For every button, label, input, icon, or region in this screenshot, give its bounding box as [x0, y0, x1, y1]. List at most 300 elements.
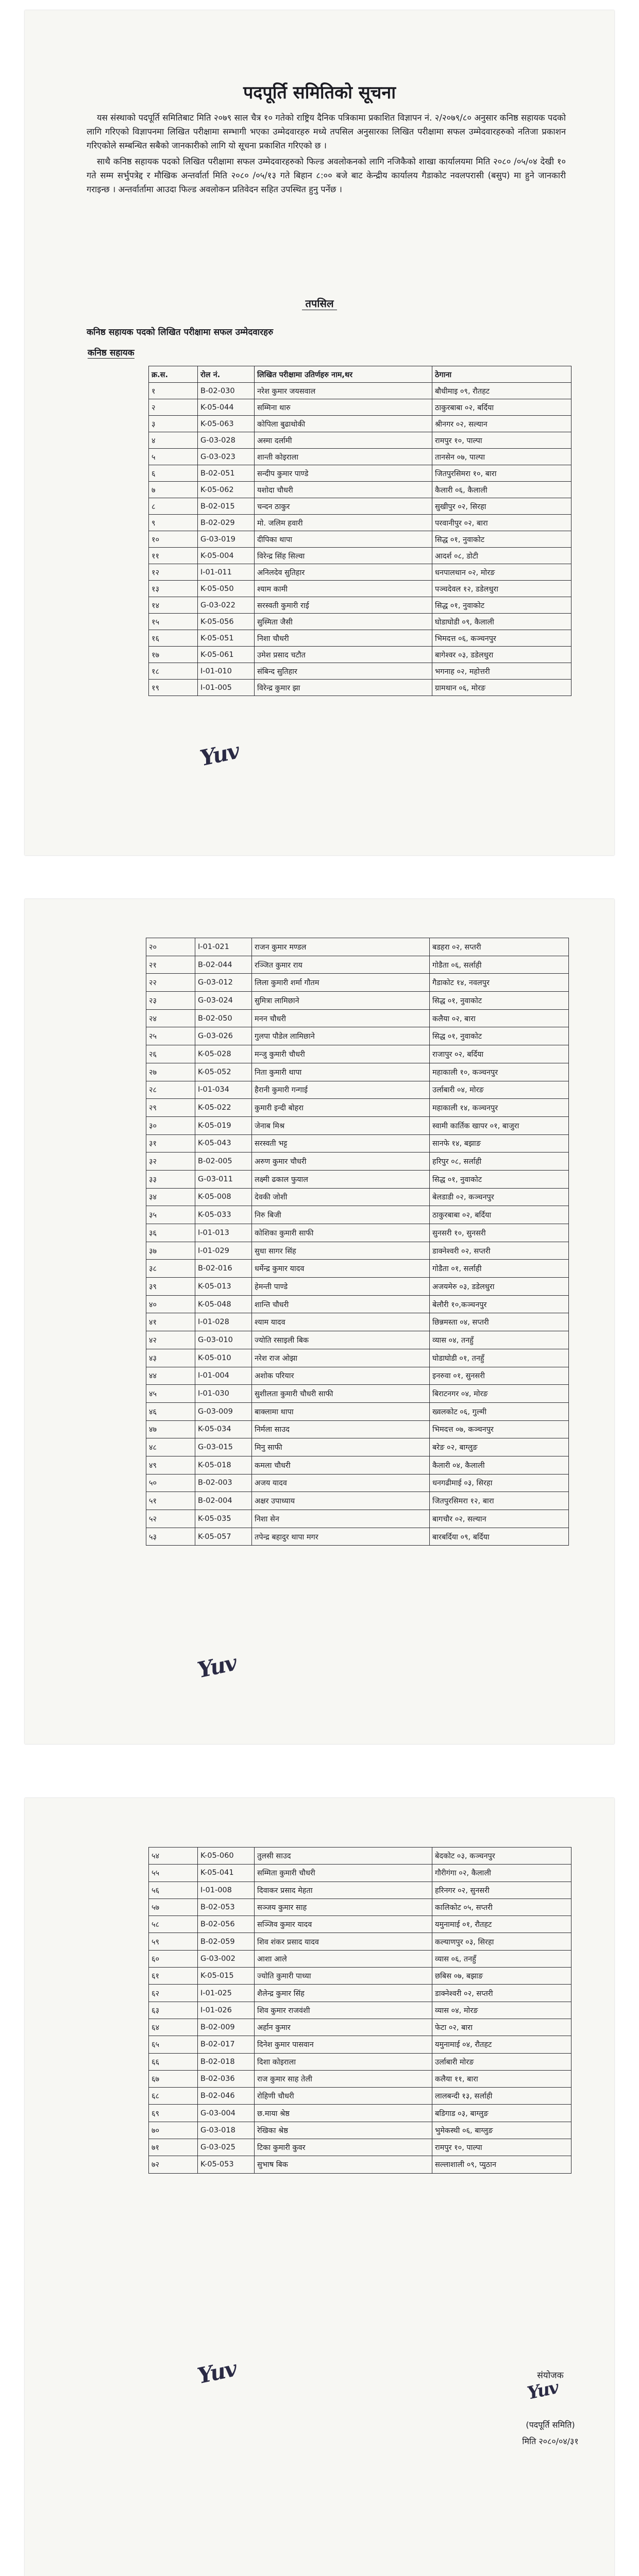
table-row: [149, 630, 571, 647]
table-row: [149, 1865, 571, 1882]
cell-serial: ३७: [146, 1242, 195, 1260]
cell-roll: I-01-026: [198, 2002, 255, 2019]
notice-paragraph-2: साथै कनिष्ठ सहायक पदको लिखित परीक्षामा सफल उम्मेदवारहरुको फिल्ड अवलोकनको लागि नजिकैको शाखा कार्यालयमा मिति २०८० /०५/०४ देखी १० गते सम्म सर्भुपत्रेद्द र मौखिक अन्तर्वार्ता मिति २०८० /०५/१३ गते बिहान ८:०० बजे बाट केन्द्रीय कार्यालय गैडाकोट नवलपरासी (बसुप) मा हुने जानकारी गराइन्छ । अन्तर्वार्तामा आउदा फिल्ड अवलोकन प्रतिवेदन सहित उपस्थित हुनु पर्नेछ ।: [87, 157, 566, 194]
cell-roll: K-05-033: [195, 1206, 252, 1224]
cell-name: श्याम यादव: [252, 1313, 430, 1331]
table-row: [149, 2002, 571, 2019]
cell-address: परवानीपुर ०२, बारा: [432, 515, 571, 531]
table-row: [146, 1402, 569, 1420]
cell-address: बिराटनगर ०४, मोरङ: [430, 1385, 569, 1403]
cell-serial: ५४: [149, 1848, 198, 1865]
cell-roll: K-05-043: [195, 1134, 252, 1153]
cell-name: ज्योति कुमारी पाध्या: [255, 1968, 432, 1985]
cell-address: राजापुर ०२, बर्दिया: [430, 1045, 569, 1063]
table-row: [146, 1385, 569, 1403]
cell-name: दीपिका थापा: [255, 531, 432, 548]
cell-roll: I-01-028: [195, 1313, 252, 1331]
table-row: [146, 956, 569, 974]
table-row: [146, 1009, 569, 1027]
cell-name: ज्योति रसाइली बिक: [252, 1331, 430, 1349]
table-row: [146, 1134, 569, 1153]
cell-address: सुनसरी १०, सुनसरी: [430, 1224, 569, 1242]
cell-serial: ३९: [146, 1278, 195, 1296]
table-row: [146, 1474, 569, 1492]
cell-roll: B-02-018: [198, 2053, 255, 2070]
cell-roll: B-02-036: [198, 2070, 255, 2087]
cell-name: श्याम कामी: [255, 581, 432, 597]
table-row: [149, 531, 571, 548]
table-row: [149, 482, 571, 498]
cell-serial: ५९: [149, 1933, 198, 1950]
table-row: [149, 1950, 571, 1967]
cell-address: डाक्नेश्वरी ०२, सप्तरी: [430, 1242, 569, 1260]
cell-address: यमुनामाई ०१, रौतहट: [432, 1916, 571, 1933]
table-row: [146, 1456, 569, 1474]
cell-serial: ४७: [146, 1420, 195, 1438]
cell-address: कैलारी ०६, कैलाली: [432, 482, 571, 498]
cell-roll: G-03-025: [198, 2139, 255, 2156]
cell-serial: ७१: [149, 2139, 198, 2156]
cell-address: बेलौरी १०,कञ्चनपुर: [430, 1295, 569, 1313]
cell-serial: २८: [146, 1081, 195, 1099]
table-row: [149, 465, 571, 482]
cell-name: राज कुमार साह तेली: [255, 2070, 432, 2087]
cell-name: कमला चौधरी: [252, 1456, 430, 1474]
cell-address: छिन्नमस्ता ०४, सप्तरी: [430, 1313, 569, 1331]
cell-address: कल्याणपुर ०३, सिरहा: [432, 1933, 571, 1950]
cell-serial: ३८: [146, 1260, 195, 1278]
cell-serial: ५: [149, 449, 198, 465]
cell-roll: K-05-052: [195, 1063, 252, 1081]
cell-address: गोडैता ०१, सर्लाही: [430, 1260, 569, 1278]
table-row: [149, 2105, 571, 2122]
cell-serial: ४२: [146, 1331, 195, 1349]
cell-serial: ६४: [149, 2019, 198, 2036]
cell-roll: B-02-029: [198, 515, 255, 531]
cell-roll: I-01-004: [195, 1367, 252, 1385]
cell-name: निशा चौधरी: [255, 630, 432, 647]
cell-serial: ६९: [149, 2105, 198, 2122]
cell-name: अशोक परियार: [252, 1367, 430, 1385]
cell-name: सुमित्रा लामिछाने: [252, 992, 430, 1010]
cell-serial: ७०: [149, 2122, 198, 2139]
cell-serial: ३६: [146, 1224, 195, 1242]
cell-serial: ४१: [146, 1313, 195, 1331]
cell-serial: १: [149, 383, 198, 399]
table-row: [149, 1899, 571, 1916]
cell-serial: ४६: [146, 1402, 195, 1420]
table-row: [146, 992, 569, 1010]
cell-name: अरुण कुमार चौधरी: [252, 1153, 430, 1171]
cell-serial: २४: [146, 1009, 195, 1027]
cell-serial: २५: [146, 1027, 195, 1045]
cell-name: दिनेश कुमार पासवान: [255, 2036, 432, 2053]
cell-address: स्वामी कार्तिक खापर ०१, बाजुरा: [430, 1116, 569, 1134]
cell-serial: ११: [149, 548, 198, 564]
cell-address: श्रीनगर ०२, सल्यान: [432, 416, 571, 432]
cell-serial: ६८: [149, 2088, 198, 2105]
cell-roll: I-01-008: [198, 1882, 255, 1899]
cell-name: लिला कुमारी शर्मा गौतम: [252, 974, 430, 992]
table-row: [146, 1170, 569, 1188]
table-row: [146, 1420, 569, 1438]
cell-address: बेदकोट ०३, कञ्चनपुर: [432, 1848, 571, 1865]
cell-serial: ८: [149, 498, 198, 515]
cell-roll: G-03-026: [195, 1027, 252, 1045]
table-row: [146, 1438, 569, 1456]
cell-address: सिद्ध ०१, नुवाकोट: [430, 992, 569, 1010]
cell-serial: ७२: [149, 2156, 198, 2173]
cell-address: कालिकोट ०५, सप्तरी: [432, 1899, 571, 1916]
cell-name: सरस्वती कुमारी राई: [255, 597, 432, 614]
table-row: [149, 2122, 571, 2139]
cell-serial: ५१: [146, 1492, 195, 1510]
table-row: [149, 1848, 571, 1865]
table-row: [146, 1063, 569, 1081]
table-row: [146, 1260, 569, 1278]
cell-name: कोपिला बुढाथोकी: [255, 416, 432, 432]
cell-address: डाक्नेश्वरी ०२, सप्तरी: [432, 1985, 571, 2002]
cell-serial: ६३: [149, 2002, 198, 2019]
cell-serial: ४९: [146, 1456, 195, 1474]
cell-name: तुलसी साउद: [255, 1848, 432, 1865]
cell-address: कैलारी ०४, कैलाली: [430, 1456, 569, 1474]
cell-address: गोडैता ०६, सर्लाही: [430, 956, 569, 974]
cell-address: भिमदत्त ०६, कञ्चनपुर: [432, 630, 571, 647]
cell-name: सन्दीप कुमार पाण्डे: [255, 465, 432, 482]
table-row: [149, 416, 571, 432]
table-row: [149, 663, 571, 680]
table-row: [146, 1295, 569, 1313]
cell-roll: I-01-034: [195, 1081, 252, 1099]
cell-serial: ४०: [146, 1295, 195, 1313]
results-table-page-2: [146, 938, 569, 1546]
cell-address: बरेङ ०२, बाग्लुङ: [430, 1438, 569, 1456]
cell-serial: ३: [149, 416, 198, 432]
cell-roll: K-05-062: [198, 482, 255, 498]
cell-serial: ५३: [146, 1528, 195, 1546]
cell-name: शैलेन्द्र कुमार सिंह: [255, 1985, 432, 2002]
cell-roll: K-05-061: [198, 647, 255, 663]
table-row: [146, 1153, 569, 1171]
header-address: ठेगाना: [432, 366, 571, 383]
cell-roll: G-03-004: [198, 2105, 255, 2122]
cell-roll: B-02-004: [195, 1492, 252, 1510]
table-row: [146, 1081, 569, 1099]
cell-name: मन्जु कुमारी चौधरी: [252, 1045, 430, 1063]
cell-serial: ६६: [149, 2053, 198, 2070]
notice-paragraph-1: यस संस्थाको पदपूर्ति समितिबाट मिति २०७९ साल चैत्र १० गतेको राष्ट्रिय दैनिक पत्रिकामा प्रकाशित विज्ञापन नं. २/२०७९/८० अनुसार कनिष्ठ सहायक पदको लागि गरिएको विज्ञापनमा लिखित परीक्षामा सम्भागी भएका उम्मेदवारहरु मध्ये तपसिल अनुसारका लिखित परीक्षामा सफल उम्मेदवारहरुको नतिजा प्रकाशन गरिएकोले सम्बन्धित सबैको जानकारीको लागि यो सूचना प्रकाशित गरिएको छ ।: [87, 113, 566, 150]
cell-address: हरिपुर ०८, सर्लाही: [430, 1153, 569, 1171]
cell-roll: G-03-023: [198, 449, 255, 465]
cell-serial: ३५: [146, 1206, 195, 1224]
cell-roll: K-05-028: [195, 1045, 252, 1063]
cell-roll: K-05-022: [195, 1099, 252, 1117]
cell-name: रोहिणी चौधरी: [255, 2088, 432, 2105]
cell-name: कोशिका कुमारी साफी: [252, 1224, 430, 1242]
cell-address: घोडाघोडी ०९, कैलाली: [432, 614, 571, 630]
cell-address: पञ्चदेवल १२, डडेलधुरा: [432, 581, 571, 597]
committee-label: (पदपूर्ति समिति): [526, 2420, 575, 2430]
cell-name: सम्मिना थारु: [255, 399, 432, 416]
cell-serial: ५०: [146, 1474, 195, 1492]
cell-serial: २०: [146, 938, 195, 956]
table-row: [149, 2053, 571, 2070]
table-row: [149, 2070, 571, 2087]
cell-roll: B-02-016: [195, 1260, 252, 1278]
cell-serial: २६: [146, 1045, 195, 1063]
cell-address: आदर्श ०८, डोटी: [432, 548, 571, 564]
table-row: [149, 680, 571, 696]
cell-address: कलैया ०२, बारा: [430, 1009, 569, 1027]
table-row: [146, 1367, 569, 1385]
cell-roll: I-01-030: [195, 1385, 252, 1403]
table-row: [149, 449, 571, 465]
cell-roll: G-03-018: [198, 2122, 255, 2139]
cell-name: निता कुमारी थापा: [252, 1063, 430, 1081]
table-row: [146, 1045, 569, 1063]
table-row: [146, 1510, 569, 1528]
cell-name: जेनाब मिश्र: [252, 1116, 430, 1134]
cell-name: हेमन्ती पाण्डे: [252, 1278, 430, 1296]
cell-serial: ६५: [149, 2036, 198, 2053]
cell-roll: K-05-057: [195, 1528, 252, 1546]
cell-address: अजयमेरु ०३, डडेलधुरा: [430, 1278, 569, 1296]
cell-address: सिद्ध ०१, नुवाकोट: [432, 597, 571, 614]
cell-roll: G-03-011: [195, 1170, 252, 1188]
cell-serial: २३: [146, 992, 195, 1010]
cell-serial: १५: [149, 614, 198, 630]
cell-roll: G-03-012: [195, 974, 252, 992]
cell-name: दिवाकर प्रसाद मेहता: [255, 1882, 432, 1899]
cell-address: सानफे १४, बझाङ: [430, 1134, 569, 1153]
cell-address: सिद्ध ०१, नुवाकोट: [430, 1170, 569, 1188]
cell-name: रेखिका श्रेष्ठ: [255, 2122, 432, 2139]
cell-serial: १३: [149, 581, 198, 597]
cell-serial: १०: [149, 531, 198, 548]
cell-roll: G-03-024: [195, 992, 252, 1010]
cell-roll: B-02-046: [198, 2088, 255, 2105]
cell-name: राजन कुमार मण्डल: [252, 938, 430, 956]
header-roll: रोल नं.: [198, 366, 255, 383]
cell-serial: ४३: [146, 1349, 195, 1367]
cell-serial: ६०: [149, 1950, 198, 1967]
notice-date: मिति २०८०/०४/३१: [522, 2436, 579, 2446]
table-row: [149, 515, 571, 531]
cell-name: सञ्जिव कुमार यादव: [255, 1916, 432, 1933]
results-table-page-3: [148, 1847, 571, 2174]
convener-label: संयोजक: [537, 2370, 564, 2381]
cell-address: हरिनगर ०२, सुनसरी: [432, 1882, 571, 1899]
table-row: [146, 1331, 569, 1349]
cell-name: निशा सेन: [252, 1510, 430, 1528]
cell-address: ग्रामथान ०६, मोरङ: [432, 680, 571, 696]
cell-name: मिनु साफी: [252, 1438, 430, 1456]
cell-roll: G-03-002: [198, 1950, 255, 1967]
cell-address: रामपुर १०, पाल्पा: [432, 2139, 571, 2156]
cell-roll: B-02-059: [198, 1933, 255, 1950]
cell-roll: K-05-018: [195, 1456, 252, 1474]
cell-name: धर्मेन्द्र कुमार यादव: [252, 1260, 430, 1278]
cell-roll: K-05-019: [195, 1116, 252, 1134]
table-row: [146, 974, 569, 992]
cell-serial: ४५: [146, 1385, 195, 1403]
cell-name: सरस्वती भट्ट: [252, 1134, 430, 1153]
cell-roll: K-05-015: [198, 1968, 255, 1985]
cell-name: रञ्जित कुमार राय: [252, 956, 430, 974]
cell-roll: I-01-029: [195, 1242, 252, 1260]
cell-address: सिद्ध ०१, नुवाकोट: [432, 531, 571, 548]
table-row: [149, 2088, 571, 2105]
table-row: [149, 1916, 571, 1933]
header-serial: क्र.स.: [149, 366, 198, 383]
cell-name: सुशीलता कुमारी चौधरी साफी: [252, 1385, 430, 1403]
cell-serial: ३४: [146, 1188, 195, 1206]
cell-address: ख्वलकोट ०६, गुल्मी: [430, 1402, 569, 1420]
cell-serial: ३३: [146, 1170, 195, 1188]
cell-address: छबिस ०७, बझाङ: [432, 1968, 571, 1985]
cell-address: महाकाली १०, कञ्चनपुर: [430, 1063, 569, 1081]
cell-address: सुखीपुर ०२, सिरहा: [432, 498, 571, 515]
table-row: [149, 399, 571, 416]
cell-address: बडहरा ०२, सप्तरी: [430, 938, 569, 956]
cell-name: सुस्मिता जैसी: [255, 614, 432, 630]
cell-serial: ६: [149, 465, 198, 482]
cell-roll: B-02-030: [198, 383, 255, 399]
cell-address: गौरीगंगा ०२, कैलाली: [432, 1865, 571, 1882]
cell-name: मनन चौधरी: [252, 1009, 430, 1027]
cell-roll: K-05-056: [198, 614, 255, 630]
cell-name: विरेन्द्र सिंह सिल्वा: [255, 548, 432, 564]
cell-roll: B-02-015: [198, 498, 255, 515]
cell-roll: I-01-021: [195, 938, 252, 956]
cell-serial: ६१: [149, 1968, 198, 1985]
cell-serial: १६: [149, 630, 198, 647]
cell-name: सञ्जय कुमार साह: [255, 1899, 432, 1916]
cell-roll: B-02-005: [195, 1153, 252, 1171]
table-row: [149, 1985, 571, 2002]
cell-name: यशोदा चौधरी: [255, 482, 432, 498]
cell-address: ठाकुरबाबा ०२, बर्दिया: [430, 1206, 569, 1224]
cell-serial: २७: [146, 1063, 195, 1081]
cell-name: अजय यादव: [252, 1474, 430, 1492]
cell-address: फेटा ०२, बारा: [432, 2019, 571, 2036]
table-row: [146, 938, 569, 956]
cell-name: मो. जलिम हवारी: [255, 515, 432, 531]
results-table-page-1: [148, 366, 571, 696]
signature-page-1: Yuv: [197, 738, 241, 771]
cell-name: नरेश कुमार जयसवाल: [255, 383, 432, 399]
table-row: [146, 1242, 569, 1260]
table-row: [146, 1206, 569, 1224]
cell-name: लक्ष्मी ढकाल फुयाल: [252, 1170, 430, 1188]
cell-roll: K-05-034: [195, 1420, 252, 1438]
cell-name: शिव शंकर प्रसाद यादव: [255, 1933, 432, 1950]
signature-page-2: Yuv: [195, 1650, 239, 1683]
cell-roll: B-02-017: [198, 2036, 255, 2053]
cell-address: व्यास ०६, तनहुँ: [432, 1950, 571, 1967]
table-row: [146, 1116, 569, 1134]
cell-roll: I-01-010: [198, 663, 255, 680]
cell-roll: B-02-009: [198, 2019, 255, 2036]
cell-address: व्यास ०४, मोरङ: [432, 2002, 571, 2019]
cell-name: अस्मा दर्लामी: [255, 432, 432, 449]
cell-serial: २२: [146, 974, 195, 992]
cell-serial: ६२: [149, 1985, 198, 2002]
cell-roll: B-02-050: [195, 1009, 252, 1027]
table-row: [149, 614, 571, 630]
cell-address: व्यास ०४, तनहुँ: [430, 1331, 569, 1349]
cell-roll: G-03-022: [198, 597, 255, 614]
cell-serial: १४: [149, 597, 198, 614]
table-row: [146, 1313, 569, 1331]
cell-name: देवकी जोशी: [252, 1188, 430, 1206]
cell-serial: २: [149, 399, 198, 416]
header-name: लिखित परीक्षामा उतिर्णहरु नाम,थर: [255, 366, 432, 383]
cell-address: ठाकुरबाबा ०२, बर्दिया: [432, 399, 571, 416]
table-row: [146, 1349, 569, 1367]
table-row: [149, 2036, 571, 2053]
cell-serial: ७: [149, 482, 198, 498]
cell-address: गैडाकोट १४, नवलपुर: [430, 974, 569, 992]
cell-name: टिका कुमारी कुवर: [255, 2139, 432, 2156]
cell-name: दिशा कोइराला: [255, 2053, 432, 2070]
cell-roll: I-01-011: [198, 564, 255, 581]
cell-roll: B-02-044: [195, 956, 252, 974]
cell-roll: K-05-035: [195, 1510, 252, 1528]
table-row: [146, 1099, 569, 1117]
cell-roll: K-05-041: [198, 1865, 255, 1882]
cell-address: धनपालथान ०२, मोरङ: [432, 564, 571, 581]
cell-roll: K-05-008: [195, 1188, 252, 1206]
cell-serial: १२: [149, 564, 198, 581]
cell-roll: G-03-028: [198, 432, 255, 449]
cell-address: बारबर्दिया ०९, बर्दिया: [430, 1528, 569, 1546]
cell-serial: ४: [149, 432, 198, 449]
cell-roll: G-03-010: [195, 1331, 252, 1349]
cell-name: सुभाष बिक: [255, 2156, 432, 2173]
table-row: [146, 1188, 569, 1206]
notice-page-3: [25, 1798, 614, 2576]
cell-address: यमुनामाई ०४, रौतहट: [432, 2036, 571, 2053]
cell-name: शिव कुमार राजवंशी: [255, 2002, 432, 2019]
cell-serial: ६७: [149, 2070, 198, 2087]
cell-name: अक्षर उपाध्याय: [252, 1492, 430, 1510]
cell-address: उर्लाबारी मोरङ: [432, 2053, 571, 2070]
cell-roll: K-05-050: [198, 581, 255, 597]
cell-address: लालबन्दी १३, सर्लाही: [432, 2088, 571, 2105]
table-row: [146, 1224, 569, 1242]
cell-serial: १८: [149, 663, 198, 680]
cell-roll: I-01-025: [198, 1985, 255, 2002]
cell-name: छ.माया श्रेष्ठ: [255, 2105, 432, 2122]
cell-address: तानसेन ०७, पाल्पा: [432, 449, 571, 465]
cell-name: नरेश राज ओझा: [252, 1349, 430, 1367]
cell-serial: ५७: [149, 1899, 198, 1916]
cell-name: निरु बिजी: [252, 1206, 430, 1224]
cell-serial: ५८: [149, 1916, 198, 1933]
cell-name: कुमारी इन्दी बोहरा: [252, 1099, 430, 1117]
cell-serial: ५६: [149, 1882, 198, 1899]
cell-serial: १७: [149, 647, 198, 663]
cell-roll: G-03-019: [198, 531, 255, 548]
table-row: [149, 647, 571, 663]
cell-address: भुमेकस्थी ०६, बाग्लुङ: [432, 2122, 571, 2139]
signature-page-3: Yuv: [195, 2355, 239, 2389]
cell-name: उमेश प्रसाद चटौत: [255, 647, 432, 663]
cell-roll: K-05-048: [195, 1295, 252, 1313]
table-row: [149, 2156, 571, 2173]
